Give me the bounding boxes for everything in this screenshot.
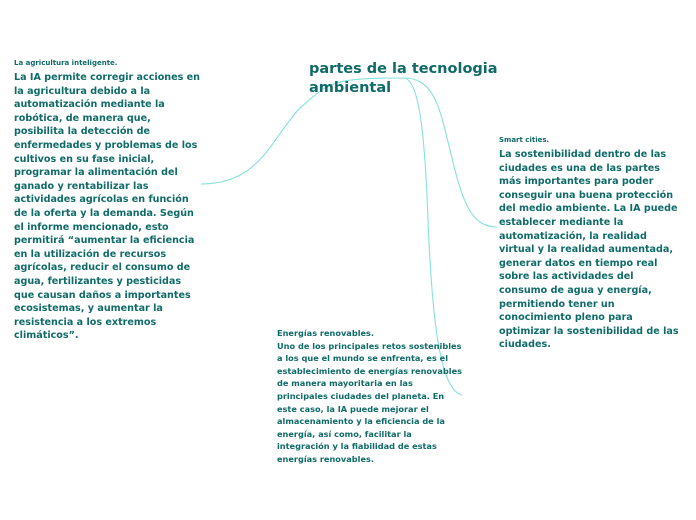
topic-title: Energías renovables. (277, 328, 375, 338)
topic-smart-cities[interactable] (499, 136, 684, 352)
topic-body: Uno de los principales retos sostenibles a los que el mundo se enfrenta, es el establecimiento de energías renovables de manera mayoritaria en las principales ciudades del planeta. En este caso, la IA puede mejorar el almacenamiento y la eficiencia de la energía, así como, facilitar la integración y la fiabilidad de estas energías renovables. (277, 340, 463, 464)
central-topic[interactable]: partes de la tecnologia ambiental (309, 61, 498, 96)
topic-title: Smart cities. (499, 136, 550, 144)
connector-to-smart-cities (404, 78, 497, 227)
topic-body: La IA permite corregir acciones en la agricultura debido a la automatización mediante la robótica, de manera que, posibilita la detección de enfermedades y problemas de los cultivos en su fase inicial, programar la alimentación del ganado y rentabilizar las actividades agrícolas en función de la oferta y la demanda. Según el informe mencionado, esto permitirá “aumentar la eficiencia en la utilización de recursos agrícolas, reducir el consumo de agua, fertilizantes y pesticidas que causan daños a importantes ecosistemas, y aumentar la resistencia a los extremos climáticos”. (14, 72, 201, 342)
topic-energias-renovables[interactable] (277, 327, 463, 466)
topic-title: La agricultura inteligente. (14, 59, 118, 67)
topic-agricultura-inteligente[interactable] (14, 59, 200, 343)
topic-body: La sostenibilidad dentro de las ciudades es una de las partes más importantes para poder conseguir una buena protección del medio ambiente. La IA puede establecer mediante la automatización, la realidad virtual y la realidad aumentada, generar datos en tiempo real sobre las actividades del consumo de agua y energía, permitiendo tener un conocimiento pleno para optimizar la sostenibilidad de las ciudades. (499, 149, 679, 351)
